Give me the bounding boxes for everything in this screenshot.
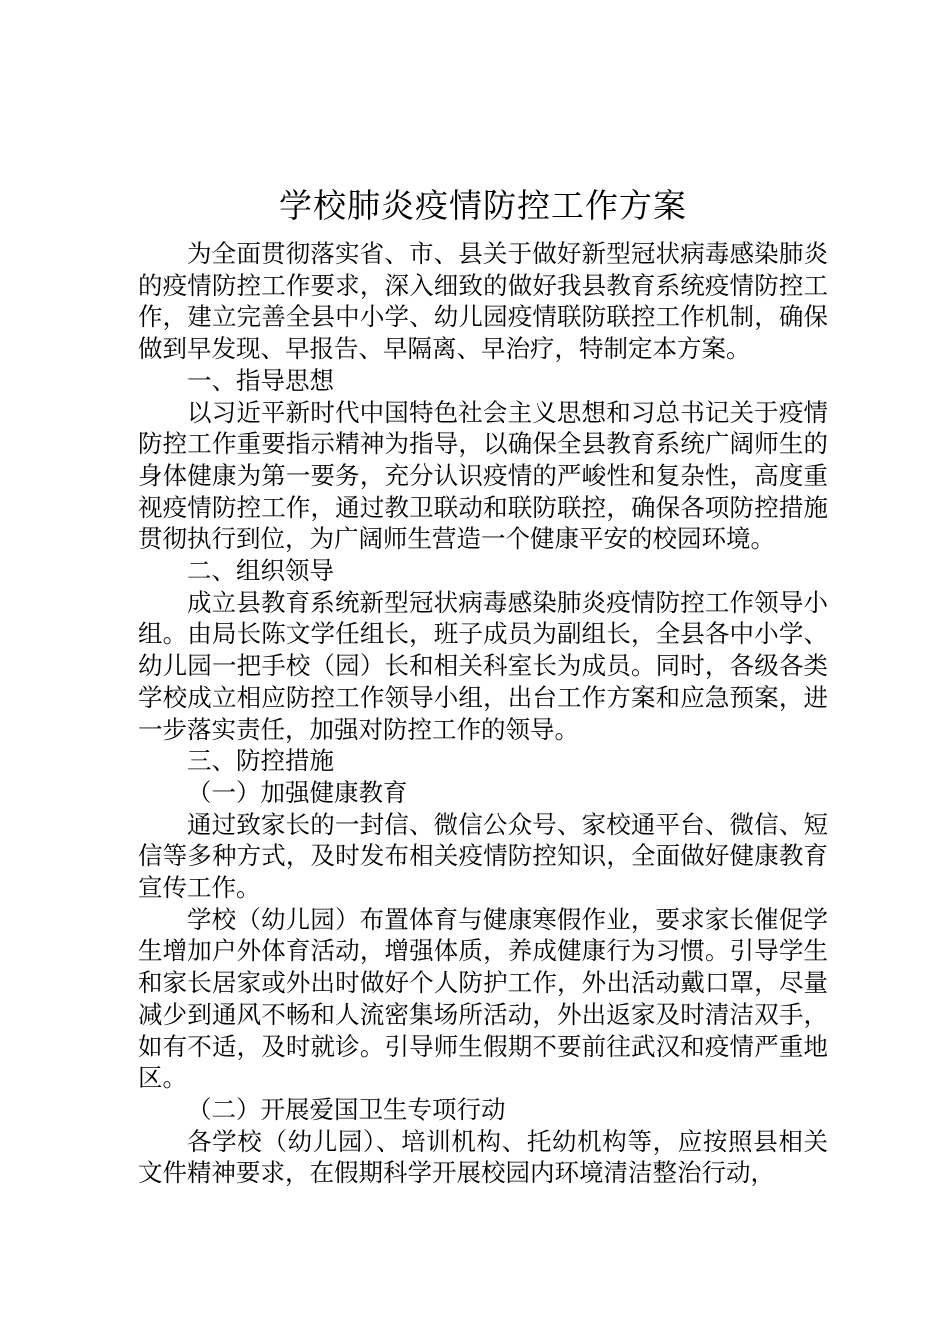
subsection-heading-sanitation: （二）开展爱国卫生专项行动 [187,1094,506,1124]
subsection-paragraph: 学校（幼儿园）布置体育与健康寒假作业，要求家长催促学生增加户外体育活动，增强体质，养成健康行为习惯。引导学生和家长居家或外出时做好个人防护工作，外出活动戴口罩，尽量减少到通风不畅和人流密集场所活动，外出返家及时清洁双手，如有不适，及时就诊。引导师生假期不要前往武汉和疫情严重地区。 [138,904,828,1093]
intro-paragraph: 为全面贯彻落实省、市、县关于做好新型冠状病毒感染肺炎的疫情防控工作要求，深入细致的做好我县教育系统疫情防控工作，建立完善全县中小学、幼儿园疫情联防联控工作机制，确保做到早发现、早报告、早隔离、早治疗，特制定本方案。 [138,239,828,364]
section-paragraph-guiding-ideology: 以习近平新时代中国特色社会主义思想和习总书记关于疫情防控工作重要指示精神为指导，以确保全县教育系统广阔师生的身体健康为第一要务，充分认识疫情的严峻性和复杂性，高度重视疫情防控工作，通过教卫联动和联防联控，确保各项防控措施贯彻执行到位，为广阔师生营造一个健康平安的校园环境。 [138,397,828,554]
section-heading-guiding-ideology: 一、指导思想 [187,365,334,395]
section-heading-organization: 二、组织领导 [187,556,334,586]
document-page [138,182,828,1189]
subsection-paragraph: 通过致家长的一封信、微信公众号、家校通平台、微信、短信等多种方式，及时发布相关疫情防控知识，全面做好健康教育宣传工作。 [138,809,828,903]
section-paragraph-organization: 成立县教育系统新型冠状病毒感染肺炎疫情防控工作领导小组。由局长陈文学任组长，班子成员为副组长，全县各中小学、幼儿园一把手校（园）长和相关科室长为成员。同时，各级各类学校成立相应防控工作领导小组，出台工作方案和应急预案，进一步落实责任，加强对防控工作的领导。 [138,587,828,744]
subsection-paragraph: 各学校（幼儿园）、培训机构、托幼机构等，应按照县相关文件精神要求，在假期科学开展校园内环境清洁整治行动， [138,1126,828,1188]
document-title: 学校肺炎疫情防控工作方案 [279,186,687,225]
section-heading-measures: 三、防控措施 [187,746,334,776]
subsection-heading-health-education: （一）加强健康教育 [187,777,408,807]
